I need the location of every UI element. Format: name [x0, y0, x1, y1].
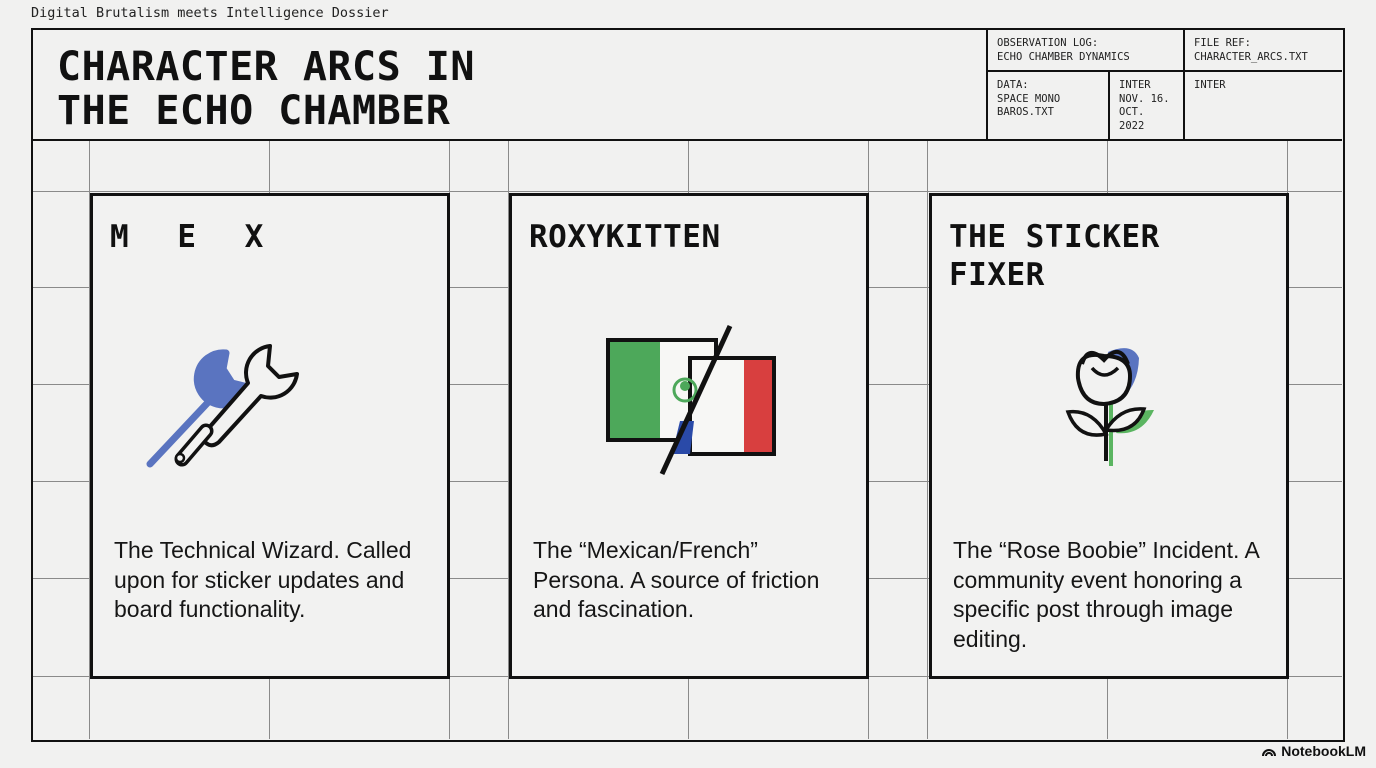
file-ref-cell — [1185, 30, 1342, 71]
observation-log-cell — [988, 30, 1183, 71]
rose-icon — [932, 316, 1286, 476]
character-name: ROXYKITTEN — [529, 219, 721, 255]
data-label: DATA: — [997, 79, 1029, 91]
data-value: SPACE MONO BAROS.TXT — [997, 92, 1061, 118]
page-title — [57, 45, 475, 133]
header — [33, 30, 1342, 141]
character-card-mex — [90, 193, 450, 679]
page-caption: Digital Brutalism meets Intelligence Dossier — [31, 5, 389, 21]
character-description: The “Mexican/French” Persona. A source of friction and fascination. — [533, 537, 820, 622]
character-card-roxykitten — [509, 193, 869, 679]
inter-cell — [1185, 72, 1342, 100]
character-name: M E X — [110, 219, 279, 255]
notebooklm-brand — [1262, 743, 1366, 759]
observation-log-value: ECHO CHAMBER DYNAMICS — [997, 50, 1130, 63]
data-cell — [988, 72, 1108, 127]
wrench-icon — [93, 316, 447, 476]
observation-log-label: OBSERVATION LOG: — [997, 37, 1099, 49]
character-card-sticker-fixer — [929, 193, 1289, 679]
character-description: The “Rose Boobie” Incident. A community event honoring a specific post through image editing. — [953, 537, 1259, 652]
mexican-french-flag-icon — [512, 316, 866, 476]
file-ref-value: CHARACTER_ARCS.TXT — [1194, 50, 1308, 63]
title-line-1: CHARACTER ARCS IN — [57, 44, 475, 90]
file-ref-label: FILE REF: — [1194, 37, 1251, 49]
notebooklm-logo-icon — [1262, 745, 1276, 757]
date-value: NOV. 16. OCT. 2022 — [1119, 92, 1170, 132]
date-cell — [1110, 72, 1183, 140]
character-name: THE STICKER FIXER — [949, 219, 1160, 293]
dossier-frame — [31, 28, 1345, 742]
title-line-2: THE ECHO CHAMBER — [57, 88, 451, 134]
inter-label: INTER — [1194, 79, 1226, 91]
character-description: The Technical Wizard. Called upon for sticker updates and board functionality. — [114, 537, 412, 622]
brand-label: NotebookLM — [1281, 743, 1366, 759]
date-label: INTER — [1119, 79, 1151, 91]
